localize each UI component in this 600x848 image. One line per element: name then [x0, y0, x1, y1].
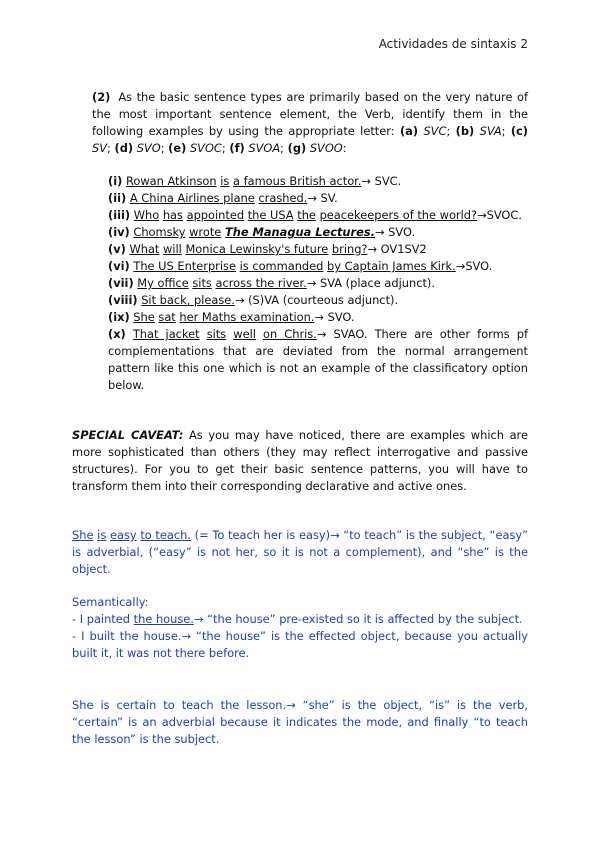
- note-line: [72, 611, 528, 628]
- item-answer: →SVO.: [455, 259, 493, 273]
- option-code: SVC: [423, 124, 447, 138]
- list-item: [108, 173, 528, 190]
- constituent: What: [129, 242, 160, 256]
- constituent: crashed.: [258, 191, 308, 205]
- list-item: [108, 224, 528, 241]
- option-code: SVA: [479, 124, 502, 138]
- item-label: (vii): [108, 276, 134, 290]
- constituent: to teach.: [140, 528, 191, 542]
- option-label: (a): [399, 124, 419, 138]
- exercise-intro: (2) As the basic sentence types are primarily based on the very nature of the most important sentence element, the Verb, identify them in the following examples by using the appropriate letter: (a) SVC; (b) SVA; (c) SV; (d) SVO; (e) SVOC; (f) SVOA; (g) SVOO:: [92, 90, 529, 155]
- constituent: by Captain James Kirk.: [327, 259, 456, 273]
- constituent: Sit back, please.: [141, 293, 235, 307]
- note-heading: Semantically:: [72, 595, 149, 609]
- option-label: (b): [455, 124, 475, 138]
- constituent: sits: [206, 327, 227, 341]
- note-text: → “the house” pre-existed so it is affected by the subject.: [193, 612, 523, 626]
- page-header: Actividades de sintaxis 2: [378, 37, 528, 51]
- constituent: The US Enterprise: [133, 259, 236, 273]
- item-label: (ii): [108, 191, 127, 205]
- constituent: the USA: [247, 208, 294, 222]
- constituent: on Chris.: [263, 327, 317, 341]
- constituent: is: [220, 174, 230, 188]
- option-label: (f): [229, 141, 245, 155]
- note-text: - I painted: [72, 612, 131, 626]
- constituent: My office: [137, 276, 189, 290]
- item-label: (viii): [108, 293, 138, 307]
- constituent: well: [233, 327, 256, 341]
- item-answer: → SVO.: [314, 310, 355, 324]
- constituent: Monica Lewinsky's future: [185, 242, 329, 256]
- special-caveat: [72, 427, 528, 495]
- constituent: wrote: [189, 225, 222, 239]
- item-answer: → SVAO. There are other forms pf complementations that are deviated from the normal arrangement pattern like this one which is not an example of the classificatory option below.: [108, 327, 528, 392]
- constituent: appointed: [186, 208, 245, 222]
- option-label: (d): [114, 141, 134, 155]
- note-certain-to-teach: She is certain to teach the lesson.→ “she” is the object, “is” is the verb, “certain” is an adverbial because it indicates the mode, and finally “to teach the lesson” is the subject.: [72, 698, 528, 746]
- list-item: [108, 241, 528, 258]
- item-answer: →SVOC.: [477, 208, 522, 222]
- item-answer: → (S)VA (courteous adjunct).: [234, 293, 399, 307]
- option-code: SV: [92, 141, 108, 155]
- list-item: [108, 207, 528, 224]
- item-label: (x): [108, 327, 126, 341]
- constituent: bring?: [331, 242, 368, 256]
- constituent: Who: [133, 208, 160, 222]
- constituent: A China Airlines plane: [129, 191, 255, 205]
- constituent: the house.: [133, 612, 194, 626]
- constituent: That jacket: [132, 327, 200, 341]
- constituent: a famous British actor.: [232, 174, 362, 188]
- option-code: SVOO: [309, 141, 343, 155]
- list-item: [108, 275, 528, 292]
- item-answer: → SVA (place adjunct).: [306, 276, 435, 290]
- constituent: She: [133, 310, 155, 324]
- item-answer: → SV.: [307, 191, 338, 205]
- constituent: sat: [158, 310, 176, 324]
- item-answer: → OV1SV2: [367, 242, 427, 256]
- note-easy-to-teach: [72, 527, 528, 578]
- constituent: will: [163, 242, 182, 256]
- note-semantically: [72, 594, 528, 662]
- constituent: has: [162, 208, 183, 222]
- option-label: (g): [287, 141, 307, 155]
- option-code: SVO: [136, 141, 161, 155]
- constituent: sits: [192, 276, 212, 290]
- example-list: [108, 173, 528, 394]
- option-label: (c): [510, 124, 529, 138]
- constituent: across the river.: [215, 276, 307, 290]
- constituent: is commanded: [239, 259, 324, 273]
- intro-text: As the basic sentence types are primarily based on the very nature of the most important sentence element, the Verb, identify them in the following examples by using the appropriate letter:: [92, 90, 528, 138]
- option-code: SVOA: [248, 141, 281, 155]
- option-code: SVOC: [189, 141, 222, 155]
- constituent: the: [297, 208, 316, 222]
- note-line: - I built the house.→ “the house” is the effected object, because you actually built it, it was not there before.: [72, 629, 528, 660]
- item-label: (v): [108, 242, 126, 256]
- constituent: is: [97, 528, 107, 542]
- option-label: (e): [168, 141, 187, 155]
- constituent: She: [72, 528, 94, 542]
- list-item: [108, 309, 528, 326]
- constituent: her Maths examination.: [179, 310, 315, 324]
- constituent: Rowan Atkinson: [125, 174, 217, 188]
- item-answer: → SVC.: [361, 174, 402, 188]
- item-label: (vi): [108, 259, 130, 273]
- list-item: [108, 326, 528, 394]
- item-label: (ix): [108, 310, 130, 324]
- constituent: The Managua Lectures.: [224, 225, 375, 239]
- constituent: easy: [109, 528, 137, 542]
- list-item: [108, 258, 528, 275]
- item-label: (iv): [108, 225, 130, 239]
- note-text: (= To teach her is easy)→ “to teach” is the subject, “easy” is adverbial, (“easy” is not her, so it is not a complement), and “she” is the object.: [72, 528, 529, 576]
- list-item: [108, 292, 528, 309]
- item-label: (i): [108, 174, 123, 188]
- item-answer: → SVO.: [374, 225, 416, 239]
- caveat-title: SPECIAL CAVEAT:: [72, 428, 184, 442]
- item-label: (iii): [108, 208, 131, 222]
- constituent: Chomsky: [133, 225, 186, 239]
- list-item: [108, 190, 528, 207]
- caveat-text: As you may have noticed, there are examples which are more sophisticated than others (they may reflect interrogative and passive structures). For you to get their basic sentence patterns, you will have to transform them into their corresponding declarative and active ones.: [72, 428, 528, 493]
- exercise-number: (2): [92, 90, 111, 104]
- constituent: peacekeepers of the world?: [319, 208, 478, 222]
